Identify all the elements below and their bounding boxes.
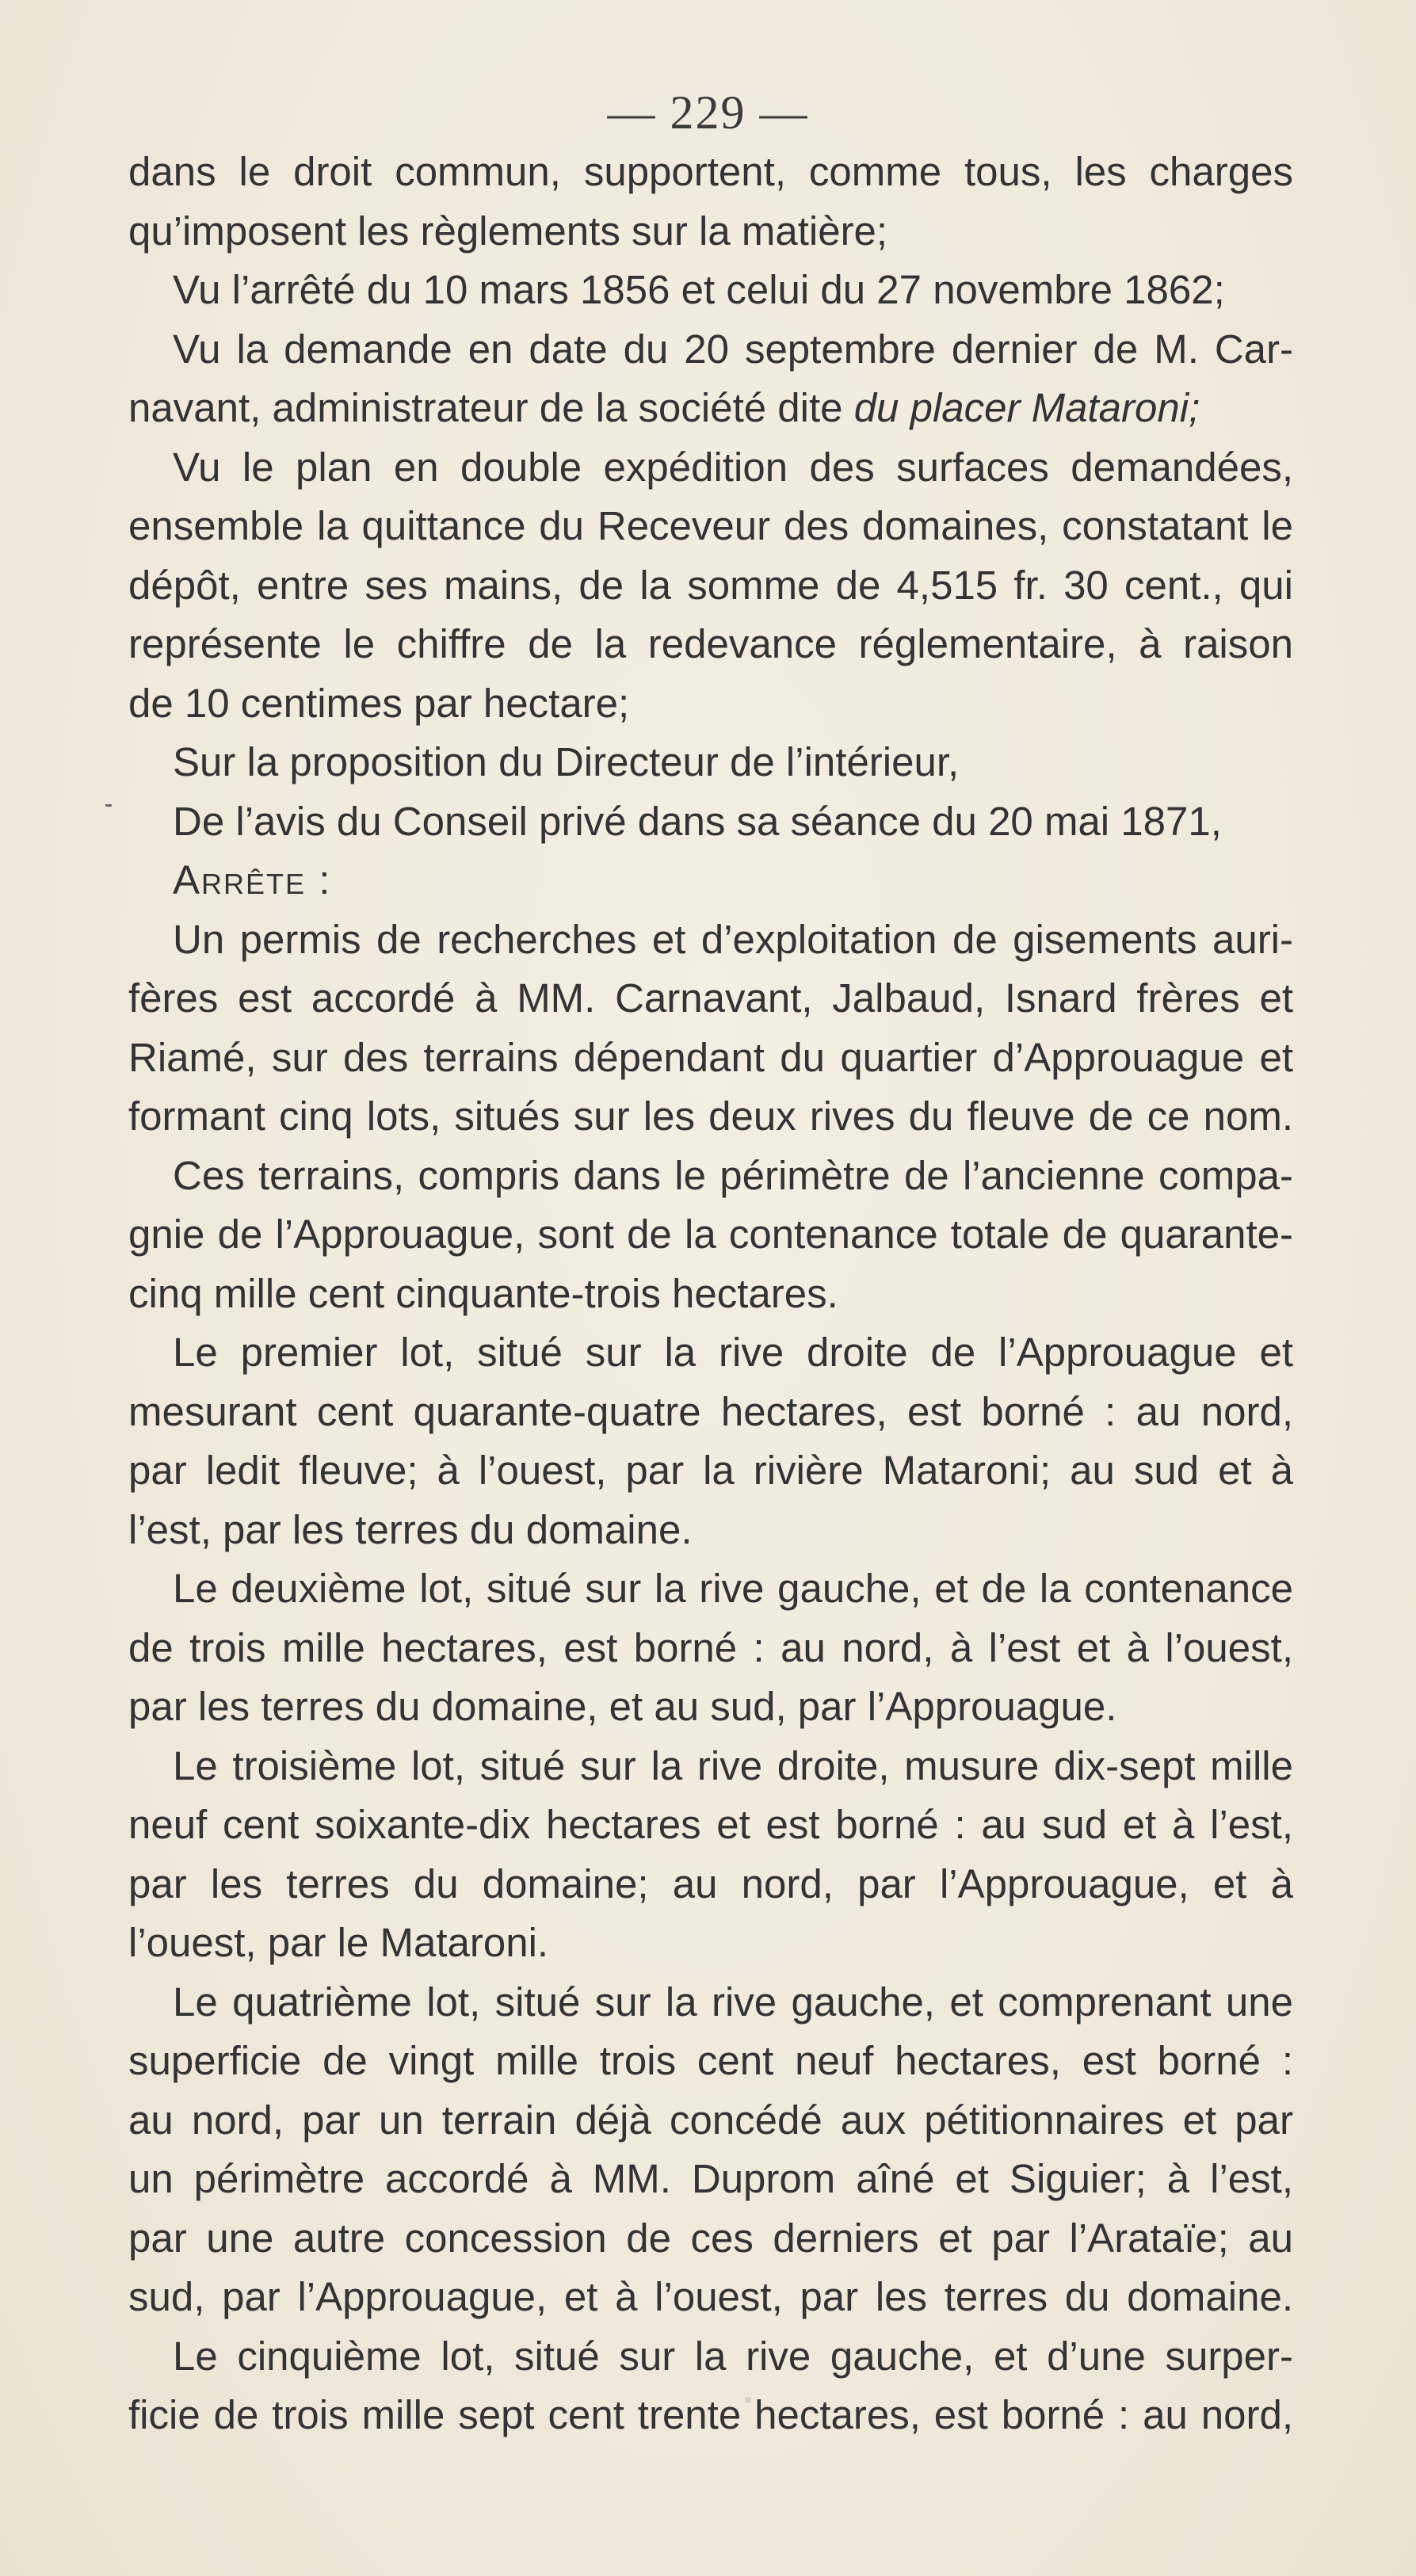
text-line-26: de trois mille hectares, est borné : au nord, à l’est et à l’ouest, (128, 1624, 1293, 1670)
text-line-19: gnie de l’Approuague, sont de la contenance totale de quarante- (128, 1212, 1293, 1257)
text-line-14: Un permis de recherches et d’exploitation de gisements auri- (173, 916, 1293, 962)
text-line-10: de 10 centimes par hectare; (128, 680, 630, 726)
text-line-2: qu’imposent les règlements sur la matière; (128, 208, 888, 254)
body-text (128, 143, 1293, 2445)
text-line-30: par les terres du domaine; au nord, par l’Approuague, et à (128, 1860, 1293, 1906)
text-line-7: ensemble la quittance du Receveur des domaines, constatant le (128, 503, 1293, 548)
arrete-heading: Arrête : (173, 857, 332, 903)
text-line-4: Vu la demande en date du 20 septembre dernier de M. Car- (173, 326, 1293, 372)
text-line-39: ficie de trois mille sept cent trente hectares, est borné : au nord, (128, 2392, 1293, 2437)
text-line-11: Sur la proposition du Directeur de l’intérieur, (173, 739, 960, 784)
text-line-23: par ledit fleuve; à l’ouest, par la rivière Mataroni; au sud et à (128, 1448, 1293, 1493)
page-number: — 229 — (607, 86, 809, 139)
text-line-15: fères est accordé à MM. Carnavant, Jalbaud, Isnard frères et (128, 975, 1293, 1021)
text-line-16: Riamé, sur des terrains dépendant du quartier d’Approuague et (128, 1034, 1293, 1080)
text-line-12: De l’avis du Conseil privé dans sa séance du 20 mai 1871, (173, 798, 1222, 844)
text-line-35: un périmètre accordé à MM. Duprom aîné et Siguier; à l’est, (128, 2156, 1293, 2201)
text-line-6: Vu le plan en double expédition des surfaces demandées, (173, 444, 1293, 490)
text-line-9: représente le chiffre de la redevance réglementaire, à raison (128, 621, 1293, 666)
text-line-27: par les terres du domaine, et au sud, par l’Approuague. (128, 1684, 1117, 1729)
text-line-21: Le premier lot, situé sur la rive droite de l’Approuague et (173, 1330, 1293, 1375)
text-line-37: sud, par l’Approuague, et à l’ouest, par les terres du domaine. (128, 2274, 1293, 2319)
text-line-20: cinq mille cent cinquante-trois hectares. (128, 1270, 838, 1316)
text-line-1: dans le droit commun, supportent, comme tous, les charges (128, 149, 1293, 194)
text-line-22: mesurant cent quarante-quatre hectares, est borné : au nord, (128, 1388, 1293, 1434)
text-line-28: Le troisième lot, situé sur la rive droite, musure dix-sept mille (173, 1742, 1293, 1788)
text-line-25: Le deuxième lot, situé sur la rive gauche, et de la contenance (173, 1566, 1293, 1611)
text-line-38: Le cinquième lot, situé sur la rive gauche, et d’une surper- (173, 2333, 1293, 2379)
text-line-36: par une autre concession de ces derniers et par l’Arataïe; au (128, 2215, 1293, 2261)
text-line-18: Ces terrains, compris dans le périmètre de l’ancienne compa- (173, 1152, 1293, 1198)
text-line-34: au nord, par un terrain déjà concédé aux pétitionnaires et par (128, 2097, 1293, 2143)
text-line-17: formant cinq lots, situés sur les deux rives du fleuve de ce nom. (128, 1093, 1293, 1139)
text-line-24: l’est, par les terres du domaine. (128, 1506, 693, 1552)
text-line-33: superficie de vingt mille trois cent neuf hectares, est borné : (128, 2038, 1293, 2083)
margin-speck (105, 804, 112, 807)
text-line-32: Le quatrième lot, situé sur la rive gauche, et comprenant une (173, 1979, 1293, 2025)
society-name: du placer Mataroni; (853, 385, 1200, 430)
text-line-29: neuf cent soixante-dix hectares et est borné : au sud et à l’est, (128, 1802, 1293, 1847)
text-line-8: dépôt, entre ses mains, de la somme de 4,515 fr. 30 cent., qui (128, 562, 1293, 608)
text-line-5: navant, administrateur de la société dite du placer Mataroni; (128, 385, 1200, 430)
text-line-31: l’ouest, par le Mataroni. (128, 1920, 549, 1965)
text-line-3: Vu l’arrêté du 10 mars 1856 et celui du 27 novembre 1862; (173, 267, 1225, 312)
